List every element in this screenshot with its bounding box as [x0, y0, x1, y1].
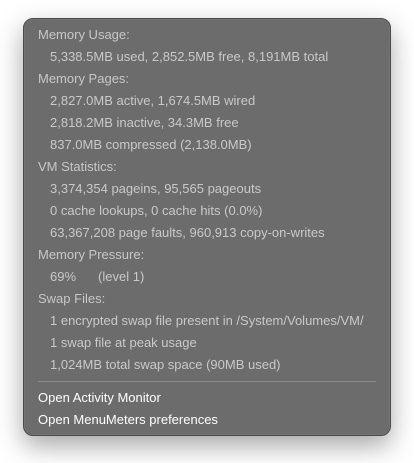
open-activity-monitor-item[interactable]: Open Activity Monitor — [38, 390, 161, 405]
memory-pressure-percent: 69% — [50, 269, 77, 284]
menu-separator — [38, 381, 376, 382]
open-menumeters-preferences-item[interactable]: Open MenuMeters preferences — [38, 412, 218, 427]
memory-pressure-value — [24, 266, 390, 288]
vm-statistics-faults: 63,367,208 page faults, 960,913 copy-on-writes — [50, 225, 325, 240]
memory-pressure-level: (level 1) — [98, 269, 145, 284]
memory-usage-summary: 5,338.5MB used, 2,852.5MB free, 8,191MB total — [50, 49, 329, 64]
swap-files-header: Swap Files: — [38, 291, 106, 306]
memory-pressure-header: Memory Pressure: — [38, 247, 145, 262]
memory-pages-active-wired: 2,827.0MB active, 1,674.5MB wired — [50, 93, 256, 108]
vm-statistics-pageins: 3,374,354 pageins, 95,565 pageouts — [50, 181, 262, 196]
swap-files-present: 1 encrypted swap file present in /System/Volumes/VM/ — [50, 313, 364, 328]
memory-usage-header: Memory Usage: — [38, 27, 130, 42]
memory-pages-compressed: 837.0MB compressed (2,138.0MB) — [50, 137, 252, 152]
vm-statistics-header: VM Statistics: — [38, 159, 117, 174]
memory-pages-inactive-free: 2,818.2MB inactive, 34.3MB free — [50, 115, 239, 130]
memory-menu — [23, 18, 391, 436]
memory-pages-header: Memory Pages: — [38, 71, 130, 86]
swap-files-total: 1,024MB total swap space (90MB used) — [50, 357, 281, 372]
vm-statistics-cache: 0 cache lookups, 0 cache hits (0.0%) — [50, 203, 263, 218]
swap-files-peak: 1 swap file at peak usage — [50, 335, 197, 350]
